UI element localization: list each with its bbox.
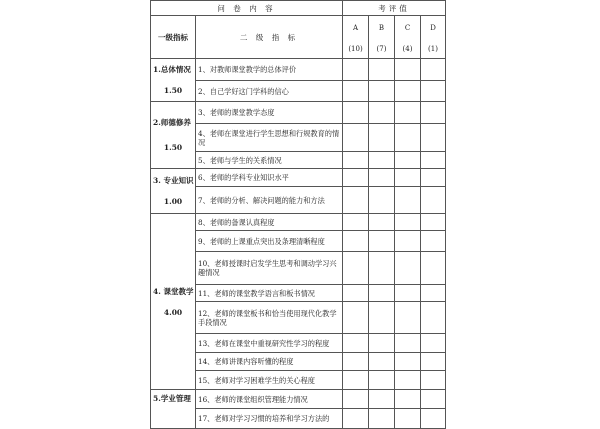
item-text: 6、老师的学科专业知识水平 xyxy=(196,169,343,187)
table-row xyxy=(151,231,446,252)
rating-cell-b[interactable] xyxy=(369,353,395,371)
item-text: 12、老师的课堂板书和恰当使用现代化教学手段情况 xyxy=(196,302,343,334)
rating-cell-c[interactable] xyxy=(395,409,421,429)
section-classroom-teaching: 4. 课堂教学 4.00 xyxy=(151,214,196,390)
rating-cell-b[interactable] xyxy=(369,334,395,353)
rating-cell-c[interactable] xyxy=(395,214,421,231)
rating-cell-d[interactable] xyxy=(421,353,446,371)
rating-cell-c[interactable] xyxy=(395,353,421,371)
rating-cell-b[interactable] xyxy=(369,390,395,409)
rating-cell-a[interactable] xyxy=(343,214,369,231)
rating-cell-c[interactable] xyxy=(395,371,421,390)
rating-cell-c[interactable] xyxy=(395,285,421,302)
rating-cell-a[interactable] xyxy=(343,409,369,429)
rating-cell-d[interactable] xyxy=(421,169,446,187)
table-row xyxy=(151,102,446,124)
rating-cell-c[interactable] xyxy=(395,124,421,152)
table-row xyxy=(151,59,446,81)
rating-cell-c[interactable] xyxy=(395,152,421,169)
table-row xyxy=(151,187,446,214)
rating-cell-c[interactable] xyxy=(395,231,421,252)
rating-cell-a[interactable] xyxy=(343,231,369,252)
rating-cell-a[interactable] xyxy=(343,124,369,152)
table-row xyxy=(151,169,446,187)
table-row xyxy=(151,285,446,302)
level2-indicator-header: 二 级 指 标 xyxy=(196,16,343,59)
item-text: 5、老师与学生的关系情况 xyxy=(196,152,343,169)
grade-c-header: C (4) xyxy=(395,16,421,59)
rating-cell-b[interactable] xyxy=(369,214,395,231)
rating-cell-d[interactable] xyxy=(421,285,446,302)
rating-cell-b[interactable] xyxy=(369,285,395,302)
rating-cell-d[interactable] xyxy=(421,334,446,353)
item-text: 17、老师对学习习惯的培养和学习方法的 xyxy=(196,409,343,429)
evaluation-value-header: 考评值 xyxy=(343,1,446,16)
rating-cell-c[interactable] xyxy=(395,81,421,102)
rating-cell-d[interactable] xyxy=(421,252,446,285)
section-general: 1.总体情况 1.50 xyxy=(151,59,196,102)
item-text: 14、老师讲课内容听懂的程度 xyxy=(196,353,343,371)
rating-cell-b[interactable] xyxy=(369,252,395,285)
item-text: 9、老师的上课重点突出及条理清晰程度 xyxy=(196,231,343,252)
rating-cell-c[interactable] xyxy=(395,102,421,124)
grade-a-header: A (10) xyxy=(343,16,369,59)
item-text: 1、对教师课堂教学的总体评价 xyxy=(196,59,343,81)
item-text: 10、老师授课时启发学生思考和调动学习兴趣情况 xyxy=(196,252,343,285)
section-professional-knowledge: 3. 专业知识 1.00 xyxy=(151,169,196,214)
rating-cell-b[interactable] xyxy=(369,124,395,152)
section-ethics: 2.师德修养 1.50 xyxy=(151,102,196,169)
rating-cell-b[interactable] xyxy=(369,81,395,102)
rating-cell-b[interactable] xyxy=(369,409,395,429)
rating-cell-d[interactable] xyxy=(421,214,446,231)
rating-cell-d[interactable] xyxy=(421,409,446,429)
questionnaire-content-header: 问 卷 内 容 xyxy=(151,1,343,16)
rating-cell-a[interactable] xyxy=(343,187,369,214)
item-text: 15、老师对学习困难学生的关心程度 xyxy=(196,371,343,390)
item-text: 11、老师的课堂教学语言和板书情况 xyxy=(196,285,343,302)
rating-cell-b[interactable] xyxy=(369,187,395,214)
rating-cell-b[interactable] xyxy=(369,102,395,124)
rating-cell-d[interactable] xyxy=(421,152,446,169)
item-text: 8、老师的备课认真程度 xyxy=(196,214,343,231)
rating-cell-d[interactable] xyxy=(421,124,446,152)
grade-b-header: B (7) xyxy=(369,16,395,59)
table-row xyxy=(151,152,446,169)
rating-cell-a[interactable] xyxy=(343,252,369,285)
rating-cell-d[interactable] xyxy=(421,187,446,214)
rating-cell-a[interactable] xyxy=(343,390,369,409)
rating-cell-a[interactable] xyxy=(343,334,369,353)
rating-cell-a[interactable] xyxy=(343,302,369,334)
table-row xyxy=(151,334,446,353)
rating-cell-b[interactable] xyxy=(369,169,395,187)
rating-cell-a[interactable] xyxy=(343,169,369,187)
table-row xyxy=(151,353,446,371)
rating-cell-b[interactable] xyxy=(369,59,395,81)
rating-cell-c[interactable] xyxy=(395,187,421,214)
table-row xyxy=(151,371,446,390)
rating-cell-c[interactable] xyxy=(395,169,421,187)
rating-cell-d[interactable] xyxy=(421,302,446,334)
rating-cell-d[interactable] xyxy=(421,390,446,409)
rating-cell-c[interactable] xyxy=(395,390,421,409)
table-row xyxy=(151,81,446,102)
table-row xyxy=(151,409,446,429)
rating-cell-a[interactable] xyxy=(343,59,369,81)
rating-cell-c[interactable] xyxy=(395,334,421,353)
item-text: 3、老师的课堂教学态度 xyxy=(196,102,343,124)
table-row xyxy=(151,214,446,231)
rating-cell-d[interactable] xyxy=(421,102,446,124)
table-row xyxy=(151,124,446,152)
rating-cell-d[interactable] xyxy=(421,231,446,252)
level1-indicator-header: 一级指标 xyxy=(151,16,196,59)
table-row xyxy=(151,302,446,334)
rating-cell-b[interactable] xyxy=(369,302,395,334)
item-text: 13、老师在课堂中重视研究性学习的程度 xyxy=(196,334,343,353)
item-text: 7、老师的分析、解决问题的能力和方法 xyxy=(196,187,343,214)
table-row xyxy=(151,390,446,409)
rating-cell-c[interactable] xyxy=(395,252,421,285)
rating-cell-a[interactable] xyxy=(343,371,369,390)
item-text: 4、老师在课堂进行学生思想和行规教育的情况 xyxy=(196,124,343,152)
rating-cell-c[interactable] xyxy=(395,59,421,81)
questionnaire-sheet xyxy=(150,0,445,423)
rating-cell-a[interactable] xyxy=(343,102,369,124)
rating-cell-c[interactable] xyxy=(395,302,421,334)
rating-cell-a[interactable] xyxy=(343,285,369,302)
section-academic-management: 5.学业管理 xyxy=(151,390,196,429)
rating-cell-b[interactable] xyxy=(369,152,395,169)
rating-cell-d[interactable] xyxy=(421,59,446,81)
rating-cell-d[interactable] xyxy=(421,81,446,102)
item-text: 16、老师的课堂组织管理能力情况 xyxy=(196,390,343,409)
rating-cell-a[interactable] xyxy=(343,81,369,102)
rating-cell-a[interactable] xyxy=(343,353,369,371)
rating-cell-b[interactable] xyxy=(369,231,395,252)
rating-cell-b[interactable] xyxy=(369,371,395,390)
grade-d-header: D (1) xyxy=(421,16,446,59)
rating-cell-d[interactable] xyxy=(421,371,446,390)
table-row xyxy=(151,252,446,285)
rating-cell-a[interactable] xyxy=(343,152,369,169)
item-text: 2、自己学好这门学科的信心 xyxy=(196,81,343,102)
evaluation-table xyxy=(150,0,446,429)
